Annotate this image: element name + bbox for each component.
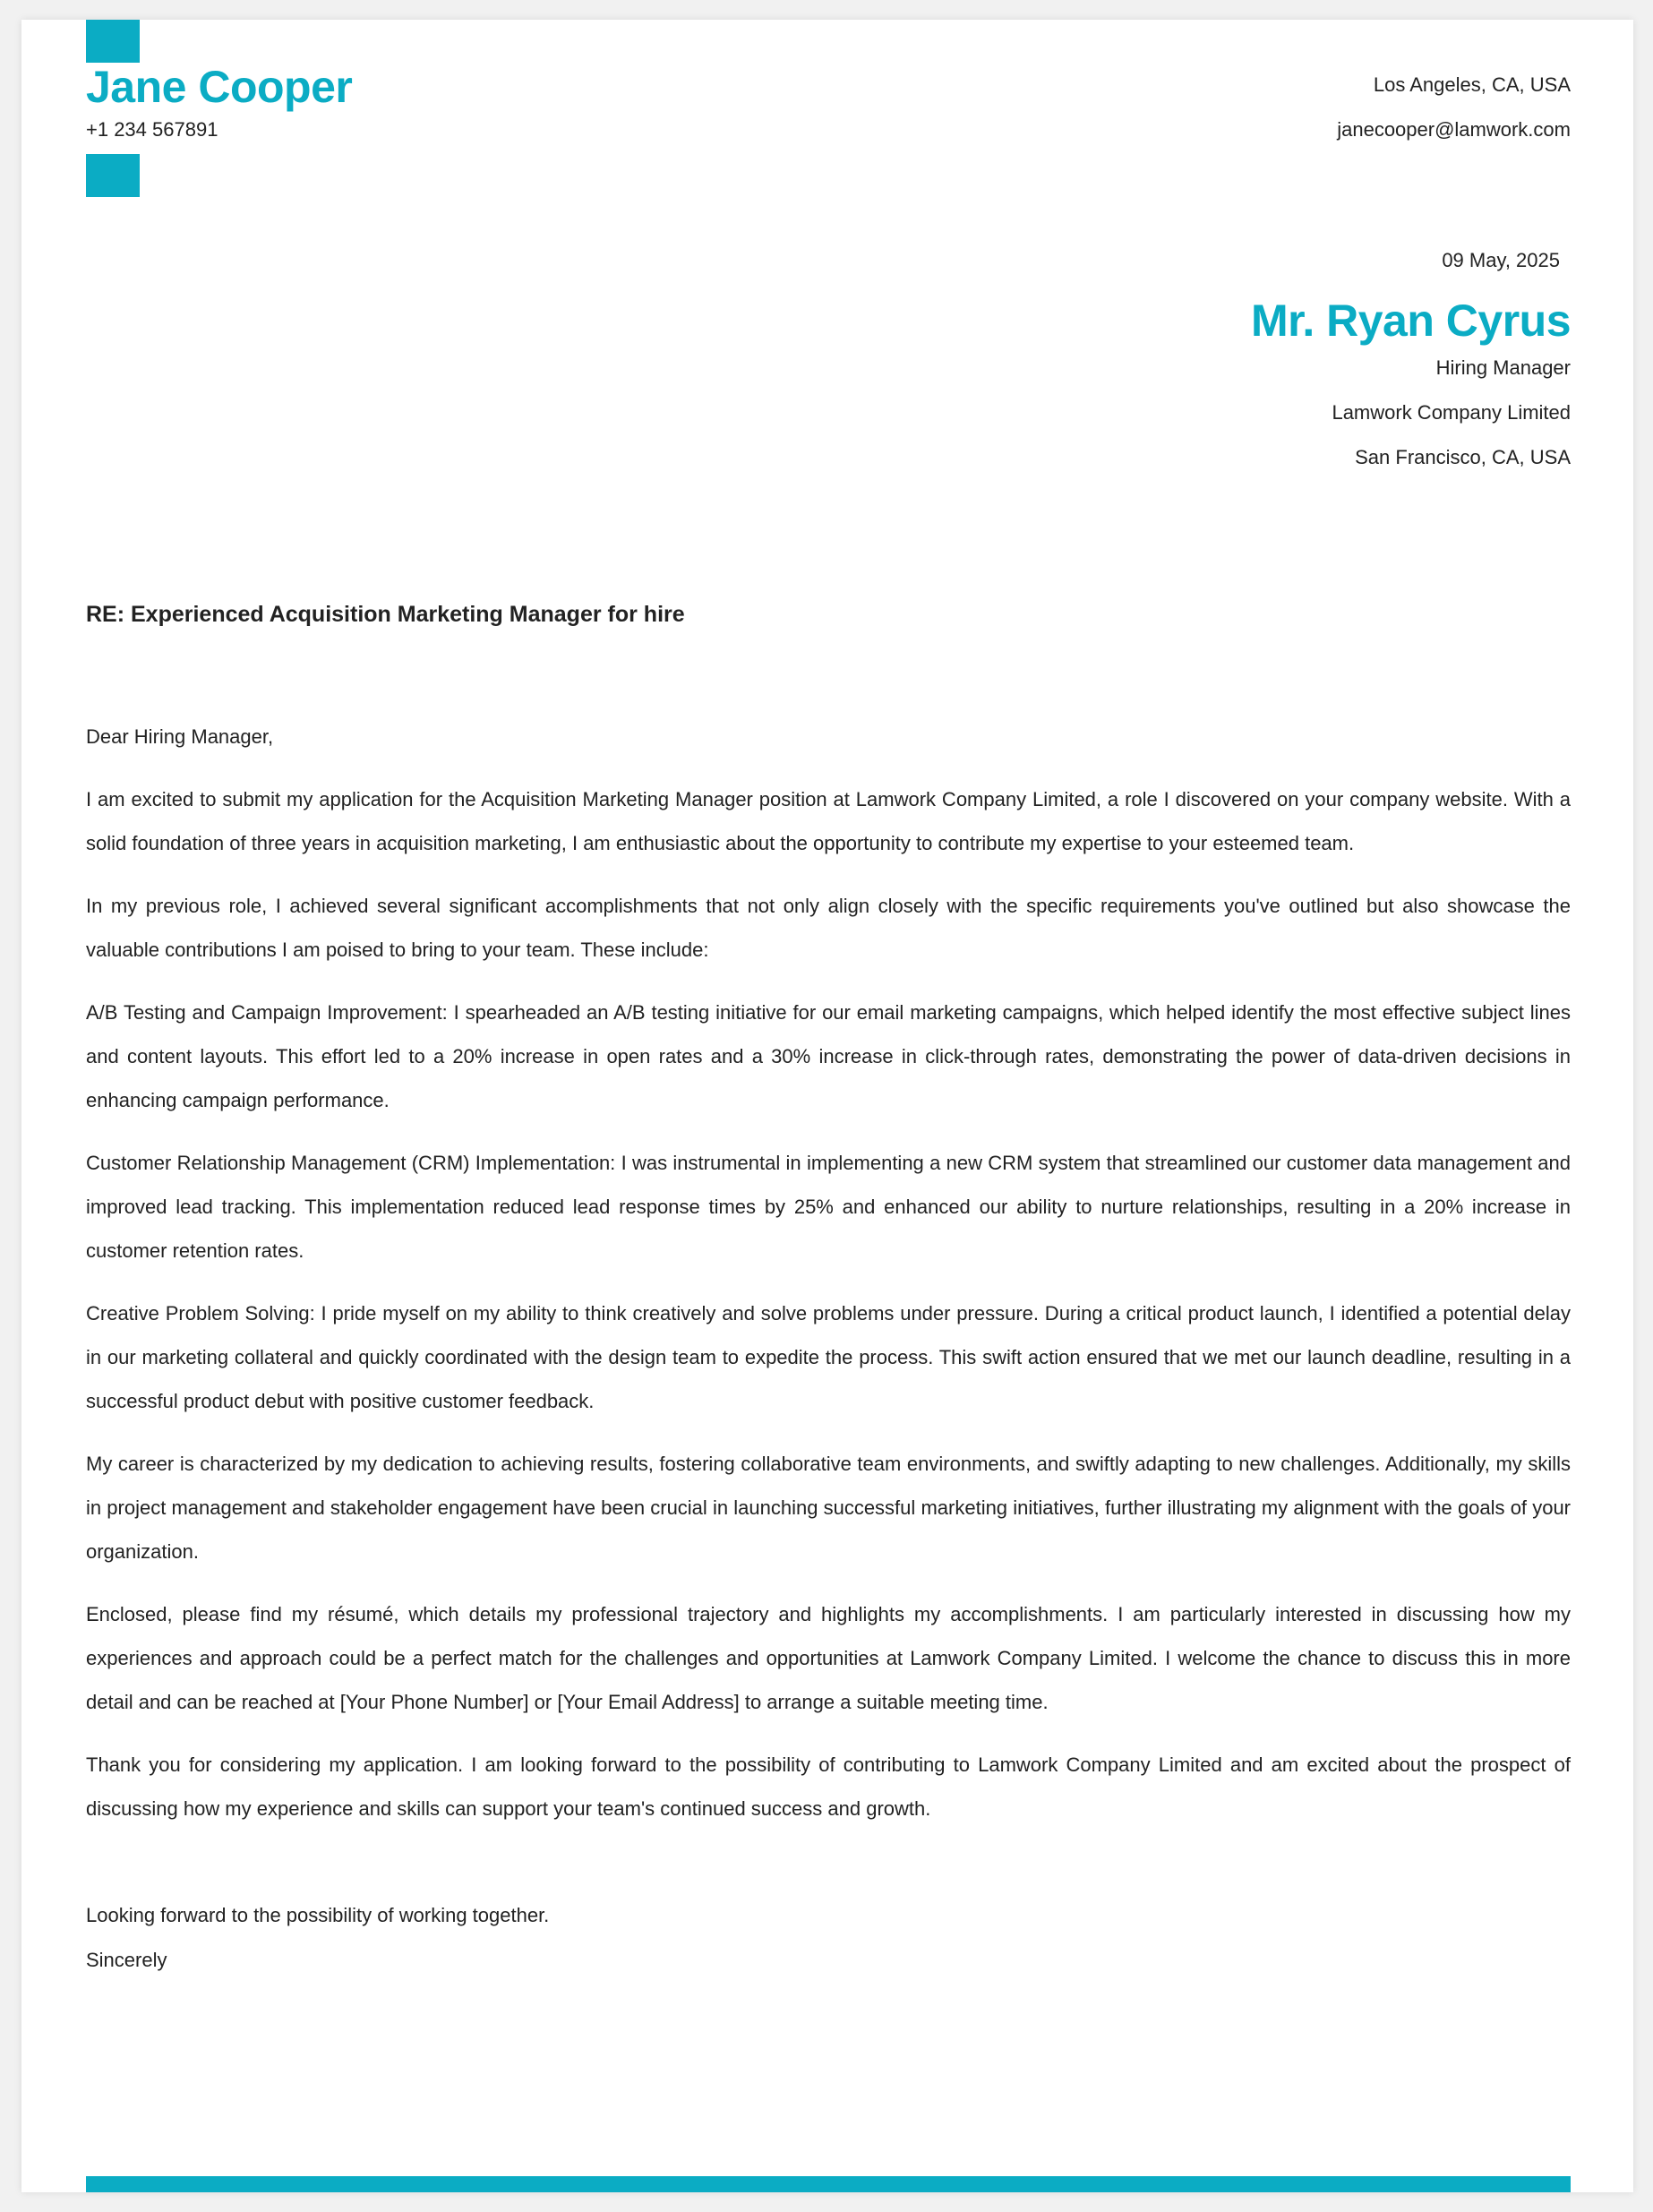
letter-subject: RE: Experienced Acquisition Marketing Manager for hire <box>86 602 685 627</box>
sender-location: Los Angeles, CA, USA <box>1373 73 1571 96</box>
accent-square-bottom <box>86 154 140 197</box>
footer-accent-bar <box>86 2176 1571 2192</box>
sender-email: janecooper@lamwork.com <box>1337 118 1571 141</box>
paragraph-thanks: Thank you for considering my application. I am looking forward to the possibility of contributing to Lamwork Company Limited and am excited about the prospect of discussing how my experience and skills can support your team's continued success and growth. <box>86 1753 1571 1820</box>
accent-square-top <box>86 20 140 63</box>
closing-line: Looking forward to the possibility of working together. <box>86 1904 550 1926</box>
paragraph-crm: Customer Relationship Management (CRM) Implementation: I was instrumental in implementing a new CRM system that streamlined our customer data management and improved lead tracking. This implementation reduced lead response times by 25% and enhanced our ability to nurture relationships, resulting in a 20% increase in customer retention rates. <box>86 1152 1571 1262</box>
closing-block <box>86 1893 549 1983</box>
recipient-location: San Francisco, CA, USA <box>1355 446 1571 468</box>
letter-date: 09 May, 2025 <box>1442 249 1560 271</box>
recipient-block <box>1251 296 1571 480</box>
recipient-name: Mr. Ryan Cyrus <box>1250 296 1571 346</box>
recipient-title: Hiring Manager <box>1435 356 1571 379</box>
sender-name: Jane Cooper <box>86 62 353 112</box>
letter-page <box>21 20 1633 2192</box>
paragraph-enclosed: Enclosed, please find my résumé, which details my professional trajectory and highlights my accomplishments. I am particularly interested in discussing how my experiences and approach could be a perfect match for the challenges and opportunities at Lamwork Company Limited. I welcome the chance to discuss this in more detail and can be reached at [Your Phone Number] or [Your Email Address] to arrange a suitable meeting time. <box>86 1603 1571 1713</box>
paragraph-intro: I am excited to submit my application for the Acquisition Marketing Manager position at Lamwork Company Limited, a role I discovered on your company website. With a solid foundation of three years in acquisition marketing, I am enthusiastic about the opportunity to contribute my expertise to your esteemed team. <box>86 788 1571 854</box>
paragraph-career: My career is characterized by my dedication to achieving results, fostering collaborative team environments, and swiftly adapting to new challenges. Additionally, my skills in project management and stakeholder engagement have been crucial in launching successful marketing initiatives, further illustrating my alignment with the goals of your organization. <box>86 1453 1571 1563</box>
salutation: Dear Hiring Manager, <box>86 725 274 748</box>
signoff: Sincerely <box>86 1949 167 1971</box>
recipient-company: Lamwork Company Limited <box>1332 401 1571 424</box>
sender-phone: +1 234 567891 <box>86 118 218 141</box>
paragraph-ab-testing: A/B Testing and Campaign Improvement: I spearheaded an A/B testing initiative for our email marketing campaigns, which helped identify the most effective subject lines and content layouts. This effort led to a 20% increase in open rates and a 30% increase in click-through rates, demonstrating the power of data-driven decisions in enhancing campaign performance. <box>86 1001 1571 1111</box>
paragraph-accomplishments: In my previous role, I achieved several significant accomplishments that not only align closely with the specific requirements you've outlined but also showcase the valuable contributions I am poised to bring to your team. These include: <box>86 895 1571 961</box>
paragraph-problem-solving: Creative Problem Solving: I pride myself on my ability to think creatively and solve problems under pressure. During a critical product launch, I identified a potential delay in our marketing collateral and quickly coordinated with the design team to expedite the process. This swift action ensured that we met our launch deadline, resulting in a successful product debut with positive customer feedback. <box>86 1302 1571 1412</box>
letter-body <box>86 715 1571 1849</box>
